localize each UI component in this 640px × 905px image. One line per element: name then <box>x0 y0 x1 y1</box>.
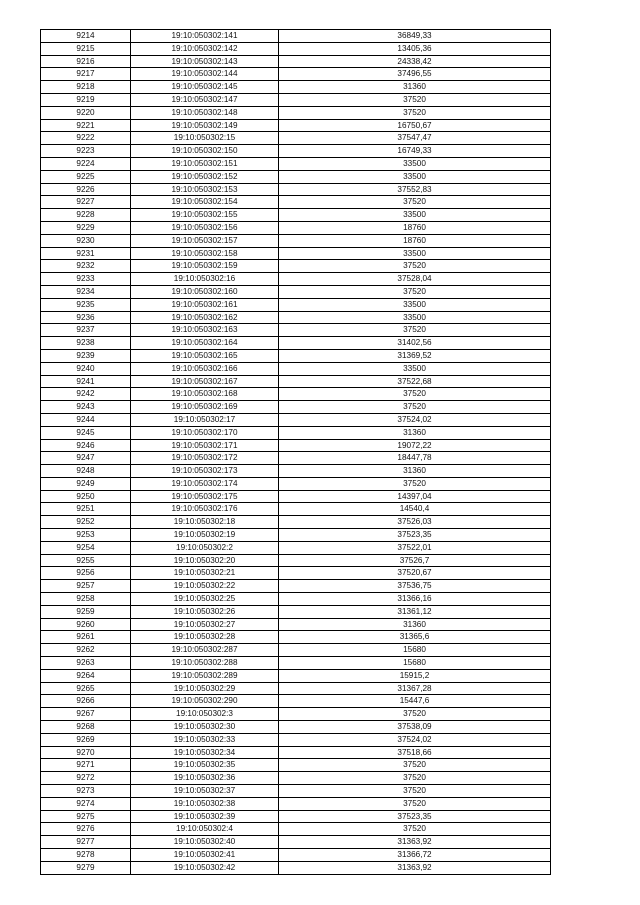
table-row <box>41 490 551 503</box>
row-number-cell: 9228 <box>41 209 131 222</box>
value-cell: 16749,33 <box>279 145 551 158</box>
table-row <box>41 285 551 298</box>
value-cell: 31363,92 <box>279 836 551 849</box>
table-row <box>41 157 551 170</box>
cadastral-number-cell: 19:10:050302:162 <box>131 311 279 324</box>
row-number-cell: 9242 <box>41 388 131 401</box>
table-row <box>41 797 551 810</box>
table-row <box>41 234 551 247</box>
data-table <box>40 29 551 875</box>
value-cell: 31360 <box>279 81 551 94</box>
value-cell: 37522,68 <box>279 375 551 388</box>
table-row <box>41 465 551 478</box>
table-row <box>41 324 551 337</box>
row-number-cell: 9265 <box>41 682 131 695</box>
value-cell: 37518,66 <box>279 746 551 759</box>
row-number-cell: 9245 <box>41 426 131 439</box>
row-number-cell: 9251 <box>41 503 131 516</box>
cadastral-number-cell: 19:10:050302:168 <box>131 388 279 401</box>
table-row <box>41 196 551 209</box>
value-cell: 37528,04 <box>279 273 551 286</box>
cadastral-number-cell: 19:10:050302:159 <box>131 260 279 273</box>
table-row <box>41 68 551 81</box>
value-cell: 24338,42 <box>279 55 551 68</box>
cadastral-number-cell: 19:10:050302:28 <box>131 631 279 644</box>
row-number-cell: 9224 <box>41 157 131 170</box>
cadastral-number-cell: 19:10:050302:164 <box>131 337 279 350</box>
row-number-cell: 9240 <box>41 362 131 375</box>
value-cell: 33500 <box>279 157 551 170</box>
row-number-cell: 9274 <box>41 797 131 810</box>
value-cell: 31363,92 <box>279 861 551 874</box>
row-number-cell: 9275 <box>41 810 131 823</box>
value-cell: 37523,35 <box>279 810 551 823</box>
value-cell: 33500 <box>279 247 551 260</box>
row-number-cell: 9232 <box>41 260 131 273</box>
table-row <box>41 388 551 401</box>
cadastral-number-cell: 19:10:050302:173 <box>131 465 279 478</box>
table-row <box>41 337 551 350</box>
value-cell: 31360 <box>279 426 551 439</box>
cadastral-number-cell: 19:10:050302:25 <box>131 593 279 606</box>
table-row <box>41 682 551 695</box>
cadastral-number-cell: 19:10:050302:41 <box>131 849 279 862</box>
cadastral-number-cell: 19:10:050302:289 <box>131 669 279 682</box>
table-row <box>41 580 551 593</box>
row-number-cell: 9261 <box>41 631 131 644</box>
value-cell: 37524,02 <box>279 413 551 426</box>
table-row <box>41 733 551 746</box>
table-row <box>41 81 551 94</box>
cadastral-number-cell: 19:10:050302:161 <box>131 298 279 311</box>
row-number-cell: 9263 <box>41 657 131 670</box>
row-number-cell: 9258 <box>41 593 131 606</box>
table-row <box>41 183 551 196</box>
value-cell: 37523,35 <box>279 529 551 542</box>
table-row <box>41 618 551 631</box>
row-number-cell: 9246 <box>41 439 131 452</box>
row-number-cell: 9248 <box>41 465 131 478</box>
table-row <box>41 106 551 119</box>
cadastral-number-cell: 19:10:050302:4 <box>131 823 279 836</box>
value-cell: 37520 <box>279 388 551 401</box>
value-cell: 37520,67 <box>279 567 551 580</box>
cadastral-number-cell: 19:10:050302:34 <box>131 746 279 759</box>
table-row <box>41 119 551 132</box>
value-cell: 37547,47 <box>279 132 551 145</box>
cadastral-number-cell: 19:10:050302:17 <box>131 413 279 426</box>
table-row <box>41 861 551 874</box>
row-number-cell: 9231 <box>41 247 131 260</box>
row-number-cell: 9262 <box>41 644 131 657</box>
row-number-cell: 9249 <box>41 477 131 490</box>
table-row <box>41 567 551 580</box>
value-cell: 37520 <box>279 823 551 836</box>
cadastral-number-cell: 19:10:050302:33 <box>131 733 279 746</box>
table-row <box>41 605 551 618</box>
cadastral-number-cell: 19:10:050302:18 <box>131 516 279 529</box>
row-number-cell: 9217 <box>41 68 131 81</box>
row-number-cell: 9214 <box>41 30 131 43</box>
cadastral-number-cell: 19:10:050302:288 <box>131 657 279 670</box>
cadastral-number-cell: 19:10:050302:290 <box>131 695 279 708</box>
row-number-cell: 9234 <box>41 285 131 298</box>
row-number-cell: 9216 <box>41 55 131 68</box>
cadastral-number-cell: 19:10:050302:151 <box>131 157 279 170</box>
table-row <box>41 298 551 311</box>
cadastral-number-cell: 19:10:050302:171 <box>131 439 279 452</box>
value-cell: 33500 <box>279 362 551 375</box>
cadastral-number-cell: 19:10:050302:158 <box>131 247 279 260</box>
table-row <box>41 375 551 388</box>
cadastral-number-cell: 19:10:050302:42 <box>131 861 279 874</box>
cadastral-number-cell: 19:10:050302:175 <box>131 490 279 503</box>
row-number-cell: 9276 <box>41 823 131 836</box>
cadastral-number-cell: 19:10:050302:35 <box>131 759 279 772</box>
row-number-cell: 9268 <box>41 721 131 734</box>
row-number-cell: 9218 <box>41 81 131 94</box>
table-row <box>41 221 551 234</box>
table-row <box>41 529 551 542</box>
row-number-cell: 9255 <box>41 554 131 567</box>
row-number-cell: 9229 <box>41 221 131 234</box>
row-number-cell: 9227 <box>41 196 131 209</box>
table-row <box>41 657 551 670</box>
cadastral-number-cell: 19:10:050302:163 <box>131 324 279 337</box>
cadastral-number-cell: 19:10:050302:149 <box>131 119 279 132</box>
table-row <box>41 42 551 55</box>
table-row <box>41 516 551 529</box>
table-row <box>41 695 551 708</box>
table-row <box>41 772 551 785</box>
table-row <box>41 362 551 375</box>
value-cell: 19072,22 <box>279 439 551 452</box>
cadastral-number-cell: 19:10:050302:16 <box>131 273 279 286</box>
table-row <box>41 55 551 68</box>
table-row <box>41 260 551 273</box>
value-cell: 31366,72 <box>279 849 551 862</box>
value-cell: 31365,6 <box>279 631 551 644</box>
cadastral-number-cell: 19:10:050302:40 <box>131 836 279 849</box>
cadastral-number-cell: 19:10:050302:26 <box>131 605 279 618</box>
cadastral-number-cell: 19:10:050302:155 <box>131 209 279 222</box>
cadastral-number-cell: 19:10:050302:152 <box>131 170 279 183</box>
cadastral-number-cell: 19:10:050302:169 <box>131 401 279 414</box>
table-row <box>41 669 551 682</box>
value-cell: 33500 <box>279 298 551 311</box>
cadastral-number-cell: 19:10:050302:21 <box>131 567 279 580</box>
value-cell: 37526,7 <box>279 554 551 567</box>
value-cell: 33500 <box>279 311 551 324</box>
value-cell: 37522,01 <box>279 541 551 554</box>
value-cell: 37496,55 <box>279 68 551 81</box>
table-row <box>41 30 551 43</box>
value-cell: 37520 <box>279 324 551 337</box>
row-number-cell: 9278 <box>41 849 131 862</box>
row-number-cell: 9253 <box>41 529 131 542</box>
row-number-cell: 9237 <box>41 324 131 337</box>
cadastral-number-cell: 19:10:050302:29 <box>131 682 279 695</box>
row-number-cell: 9233 <box>41 273 131 286</box>
value-cell: 15915,2 <box>279 669 551 682</box>
row-number-cell: 9225 <box>41 170 131 183</box>
table-row <box>41 273 551 286</box>
value-cell: 31360 <box>279 618 551 631</box>
table-row <box>41 413 551 426</box>
cadastral-number-cell: 19:10:050302:144 <box>131 68 279 81</box>
cadastral-number-cell: 19:10:050302:19 <box>131 529 279 542</box>
row-number-cell: 9222 <box>41 132 131 145</box>
table-row <box>41 426 551 439</box>
value-cell: 37552,83 <box>279 183 551 196</box>
table-row <box>41 209 551 222</box>
cadastral-number-cell: 19:10:050302:22 <box>131 580 279 593</box>
cadastral-number-cell: 19:10:050302:148 <box>131 106 279 119</box>
cadastral-number-cell: 19:10:050302:143 <box>131 55 279 68</box>
value-cell: 31402,56 <box>279 337 551 350</box>
table-row <box>41 823 551 836</box>
value-cell: 15680 <box>279 644 551 657</box>
row-number-cell: 9279 <box>41 861 131 874</box>
value-cell: 37520 <box>279 708 551 721</box>
table-row <box>41 145 551 158</box>
cadastral-number-cell: 19:10:050302:2 <box>131 541 279 554</box>
row-number-cell: 9266 <box>41 695 131 708</box>
value-cell: 13405,36 <box>279 42 551 55</box>
value-cell: 18447,78 <box>279 452 551 465</box>
value-cell: 18760 <box>279 221 551 234</box>
table-row <box>41 503 551 516</box>
table-row <box>41 93 551 106</box>
table-row <box>41 644 551 657</box>
cadastral-number-cell: 19:10:050302:39 <box>131 810 279 823</box>
value-cell: 37520 <box>279 759 551 772</box>
table-row <box>41 170 551 183</box>
row-number-cell: 9238 <box>41 337 131 350</box>
cadastral-number-cell: 19:10:050302:287 <box>131 644 279 657</box>
value-cell: 37520 <box>279 106 551 119</box>
table-row <box>41 541 551 554</box>
table-row <box>41 759 551 772</box>
value-cell: 31367,28 <box>279 682 551 695</box>
row-number-cell: 9230 <box>41 234 131 247</box>
value-cell: 37536,75 <box>279 580 551 593</box>
cadastral-number-cell: 19:10:050302:150 <box>131 145 279 158</box>
row-number-cell: 9270 <box>41 746 131 759</box>
table-row <box>41 721 551 734</box>
value-cell: 37520 <box>279 401 551 414</box>
row-number-cell: 9260 <box>41 618 131 631</box>
value-cell: 16750,67 <box>279 119 551 132</box>
table-row <box>41 247 551 260</box>
row-number-cell: 9273 <box>41 785 131 798</box>
value-cell: 31361,12 <box>279 605 551 618</box>
table-row <box>41 554 551 567</box>
value-cell: 31369,52 <box>279 349 551 362</box>
row-number-cell: 9259 <box>41 605 131 618</box>
cadastral-number-cell: 19:10:050302:156 <box>131 221 279 234</box>
row-number-cell: 9271 <box>41 759 131 772</box>
cadastral-number-cell: 19:10:050302:160 <box>131 285 279 298</box>
cadastral-number-cell: 19:10:050302:147 <box>131 93 279 106</box>
value-cell: 31360 <box>279 465 551 478</box>
cadastral-number-cell: 19:10:050302:165 <box>131 349 279 362</box>
value-cell: 37524,02 <box>279 733 551 746</box>
value-cell: 33500 <box>279 209 551 222</box>
row-number-cell: 9257 <box>41 580 131 593</box>
value-cell: 37520 <box>279 785 551 798</box>
cadastral-number-cell: 19:10:050302:174 <box>131 477 279 490</box>
cadastral-number-cell: 19:10:050302:30 <box>131 721 279 734</box>
row-number-cell: 9215 <box>41 42 131 55</box>
cadastral-number-cell: 19:10:050302:166 <box>131 362 279 375</box>
value-cell: 37520 <box>279 260 551 273</box>
value-cell: 37520 <box>279 196 551 209</box>
row-number-cell: 9243 <box>41 401 131 414</box>
value-cell: 31366,16 <box>279 593 551 606</box>
table-row <box>41 349 551 362</box>
cadastral-number-cell: 19:10:050302:172 <box>131 452 279 465</box>
table-row <box>41 785 551 798</box>
table-row <box>41 631 551 644</box>
cadastral-number-cell: 19:10:050302:142 <box>131 42 279 55</box>
table-body <box>41 30 551 875</box>
value-cell: 37538,09 <box>279 721 551 734</box>
cadastral-number-cell: 19:10:050302:157 <box>131 234 279 247</box>
cadastral-number-cell: 19:10:050302:37 <box>131 785 279 798</box>
table-row <box>41 311 551 324</box>
cadastral-number-cell: 19:10:050302:15 <box>131 132 279 145</box>
cadastral-number-cell: 19:10:050302:141 <box>131 30 279 43</box>
table-row <box>41 477 551 490</box>
cadastral-number-cell: 19:10:050302:153 <box>131 183 279 196</box>
table-row <box>41 593 551 606</box>
cadastral-number-cell: 19:10:050302:36 <box>131 772 279 785</box>
row-number-cell: 9226 <box>41 183 131 196</box>
cadastral-number-cell: 19:10:050302:20 <box>131 554 279 567</box>
cadastral-number-cell: 19:10:050302:167 <box>131 375 279 388</box>
table-row <box>41 849 551 862</box>
row-number-cell: 9223 <box>41 145 131 158</box>
value-cell: 14540,4 <box>279 503 551 516</box>
table-row <box>41 810 551 823</box>
value-cell: 37520 <box>279 797 551 810</box>
table-row <box>41 836 551 849</box>
cadastral-number-cell: 19:10:050302:3 <box>131 708 279 721</box>
value-cell: 14397,04 <box>279 490 551 503</box>
value-cell: 18760 <box>279 234 551 247</box>
value-cell: 37520 <box>279 93 551 106</box>
row-number-cell: 9239 <box>41 349 131 362</box>
row-number-cell: 9250 <box>41 490 131 503</box>
value-cell: 15447,6 <box>279 695 551 708</box>
table-row <box>41 708 551 721</box>
value-cell: 15680 <box>279 657 551 670</box>
row-number-cell: 9264 <box>41 669 131 682</box>
row-number-cell: 9269 <box>41 733 131 746</box>
row-number-cell: 9252 <box>41 516 131 529</box>
table-row <box>41 401 551 414</box>
cadastral-number-cell: 19:10:050302:145 <box>131 81 279 94</box>
table-row <box>41 439 551 452</box>
value-cell: 37520 <box>279 772 551 785</box>
row-number-cell: 9277 <box>41 836 131 849</box>
row-number-cell: 9220 <box>41 106 131 119</box>
row-number-cell: 9221 <box>41 119 131 132</box>
cadastral-number-cell: 19:10:050302:170 <box>131 426 279 439</box>
row-number-cell: 9254 <box>41 541 131 554</box>
row-number-cell: 9256 <box>41 567 131 580</box>
table-row <box>41 746 551 759</box>
table-row <box>41 452 551 465</box>
value-cell: 36849,33 <box>279 30 551 43</box>
row-number-cell: 9236 <box>41 311 131 324</box>
table-row <box>41 132 551 145</box>
cadastral-number-cell: 19:10:050302:154 <box>131 196 279 209</box>
row-number-cell: 9267 <box>41 708 131 721</box>
value-cell: 37526,03 <box>279 516 551 529</box>
row-number-cell: 9272 <box>41 772 131 785</box>
cadastral-number-cell: 19:10:050302:27 <box>131 618 279 631</box>
row-number-cell: 9235 <box>41 298 131 311</box>
row-number-cell: 9244 <box>41 413 131 426</box>
value-cell: 33500 <box>279 170 551 183</box>
value-cell: 37520 <box>279 477 551 490</box>
cadastral-number-cell: 19:10:050302:176 <box>131 503 279 516</box>
value-cell: 37520 <box>279 285 551 298</box>
row-number-cell: 9219 <box>41 93 131 106</box>
row-number-cell: 9241 <box>41 375 131 388</box>
row-number-cell: 9247 <box>41 452 131 465</box>
cadastral-number-cell: 19:10:050302:38 <box>131 797 279 810</box>
